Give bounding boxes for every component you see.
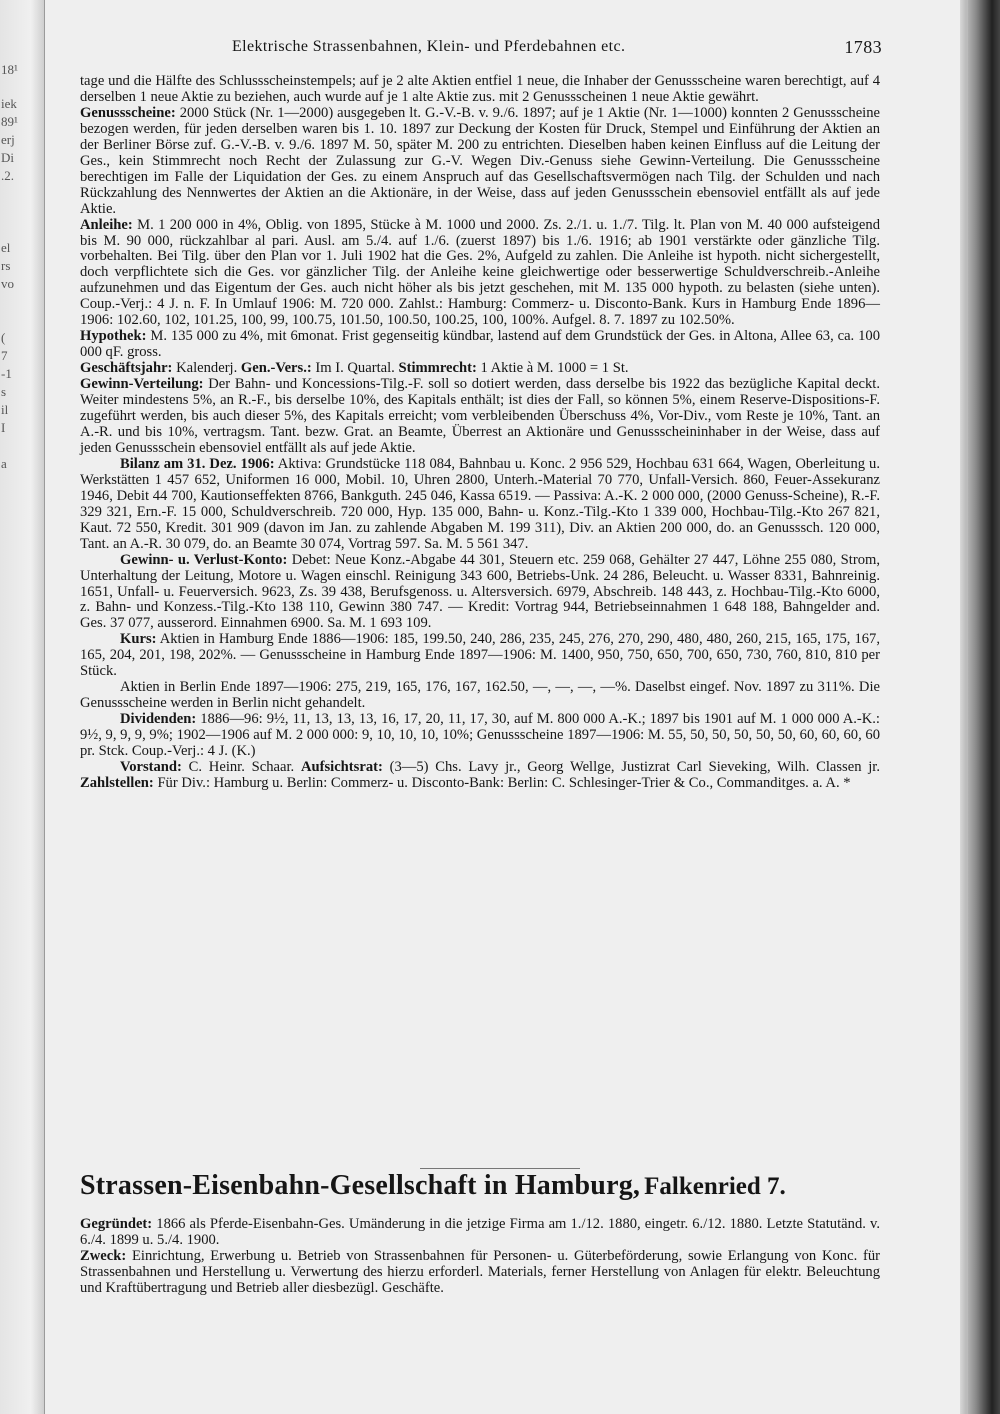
margin-fragment: 7 xyxy=(1,348,8,363)
paragraph-text: Aktien in Berlin Ende 1897—1906: 275, 219, 165, 176, 167, 162.50, —, —, —, —%. Daselbst eingef. Nov. 1897 zu 311%. Die Genussscheine werden in Berlin nicht gehandelt. xyxy=(80,679,880,712)
paragraph-vorstand xyxy=(80,760,880,792)
paragraph-text: Aktiva: Grundstücke 118 084, Bahnbau u. Konc. 2 956 529, Hochbau 631 664, Wagen, Oberleitung u. Werkstätten 1 457 652, Uniformen 16 000, Mobil. 10, Uhren 2800, Unterh.-Material 70 770, Unfall-Versich. 860, Feuer-Assekuranz 1946, Debit 44 700, Kautionseffekten 8766, Bankguth. 245 046, Kassa 6519. — Passiva: A.-K. 2 000 000, (2000 Genuss-Scheine), R.-F. 329 321, Ern.-F. 15 000, Schuldverschreib. 720 000, Hyp. 135 000, Bahn- u. Konz.-Tilg.-Kto 1 339 000, Hochbau-Tilg.-Kto 267 821, Kaut. 72 550, Kredit. 301 909 (davon im Jan. zu zahlende Abgaben M. 199 311), Div. an Aktien 200 000, do. an Genusssch. 120 000, Tant. an A.-R. 30 079, do. an Beamte 30 074, Vortrag 597. Sa. M. 5 561 347. xyxy=(80,455,880,552)
book-gutter-edge xyxy=(960,0,1000,1414)
margin-fragment: a xyxy=(1,456,7,471)
entry-label: Stimmrecht: xyxy=(398,360,477,377)
paragraph-text: 1886—96: 9½, 11, 13, 13, 13, 16, 17, 20, 11, 17, 30, auf M. 800 000 A.-K.; 1897 bis 1901 auf M. 1 000 000 A.-K.: 9½, 9, 9, 9, 9%; 1902—1906 auf M. 2 000 000: 9, 10, 10, 10, 10%; Genussscheine 1897—1906: M. 55, 50, 50, 50, 50, 50, 60, 60, 60, 60 pr. Stck. Coup.-Verj.: 4 J. (K.) xyxy=(80,711,880,760)
margin-fragment: 89¹ xyxy=(1,114,18,129)
paragraph-continuation xyxy=(80,74,880,106)
entry-label: Vorstand: xyxy=(120,758,182,775)
margin-fragment: il xyxy=(1,402,9,417)
margin-fragment: el xyxy=(1,240,11,255)
paragraph-text: 1866 als Pferde-Eisenbahn-Ges. Umänderung in die jetzige Firma am 1./12. 1880, eingetr. 6./12. 1880. Letzte Statutänd. v. 6./4. 1899 u. 5./4. 1900. xyxy=(80,1216,880,1248)
adjacent-page-strip xyxy=(0,0,45,1414)
margin-fragment: 18¹ xyxy=(1,62,18,77)
paragraph-kurs xyxy=(80,632,880,680)
margin-fragment: rs xyxy=(1,258,11,273)
running-header-title: Elektrische Strassenbahnen, Klein- und Pferdebahnen etc. xyxy=(232,38,626,55)
paragraph-hypothek xyxy=(80,329,880,361)
entry-label: Kurs: xyxy=(120,631,157,648)
paragraph-gewinn-verteilung xyxy=(80,377,880,457)
entry-label: Zweck: xyxy=(80,1248,127,1264)
entry-label: Gewinn- u. Verlust-Konto: xyxy=(120,551,288,568)
entry-label: Gegründet: xyxy=(80,1216,153,1232)
margin-fragment: -1 xyxy=(1,366,12,381)
margin-fragment: s xyxy=(1,384,7,399)
margin-fragment: I xyxy=(1,420,6,435)
margin-fragment: erj xyxy=(1,132,15,147)
paragraph-text: 2000 Stück (Nr. 1—2000) ausgegeben lt. G.-V.-B. v. 9./6. 1897; auf je 1 Aktie (Nr. 1—1000) konnten 2 Genussscheine bezogen werden, für jeden derselben waren bis 1. 10. 1897 zur Deckung der Kosten für Druck, Stempel und Einführung der Aktien an der Berliner Börse zuf. G.-V.-B. v. 9./6. 1897 M. 50, später M. 200 zu entrichten. Dieselben haben keinen Einfluss auf die Leitung der Ges., kein Stimmrecht noch Recht der Zulassung zur G.-V. Wegen Div.-Genuss siehe Gewinn-Verteilung. Die Genussscheine berechtigen im Falle der Liquidation der Ges. zu einem Anspruch auf das Gesellschaftsvermögen nach Tilg. der Schulden und nach Rückzahlung des Nennwertes der Aktien an die Aktionäre, in der Weise, dass auf jeden Genussschein ebensoviel entfällt als auf jede Aktie. xyxy=(80,104,880,217)
margin-fragment: iek xyxy=(1,96,17,111)
paragraph-text: tage und die Hälfte des Schlussscheinstempels; auf je 2 alte Aktien entfiel 1 neue, die Inhaber der Genussscheine waren berechtigt, auf 4 derselben 1 neue Aktie zu beziehen, auch wurde auf je 1 alte Aktie zus. mit 2 Genussscheinen 1 neue Aktie gewährt. xyxy=(80,73,880,105)
paragraph-anleihe xyxy=(80,218,880,330)
paragraph-text: C. Heinr. Schaar. xyxy=(188,758,295,775)
section-divider xyxy=(420,1168,580,1169)
company-name: Strassen-Eisenbahn-Gesellschaft in Hamburg, xyxy=(80,1170,641,1201)
paragraph-text: M. 1 200 000 in 4%, Oblig. von 1895, Stücke à M. 1000 und 2000. Zs. 2./1. u. 1./7. Tilg. lt. Plan von M. 40 000 aufsteigend bis M. 90 000, rückzahlbar al pari. Ausl. am 5./4. auf 1./6. (zuerst 1897) bis 1./6. 1916; ab 1901 verstärkte oder gänzliche Tilg. vorbehalten. Bei Tilg. über den Plan vor 1. Juli 1902 hat die Ges. 2%, Aufgeld zu zahlen. Die Anleihe ist hypoth. nicht sichergestellt, doch verpflichtete sich die Ges. vor gänzlicher Tilg. der Anleihe keine gleichwertige oder besserwertige Schuldverschreib.-Anleihe aufzunehmen und das Eigentum der Ges. auch nicht höher als bis jetzt geschehen, mit M. 135 000 hypoth. zu belasten (siehe unten). Coup.-Verj.: 4 J. n. F. In Umlauf 1906: M. 720 000. Zahlst.: Hamburg: Commerz- u. Disconto-Bank. Kurs in Hamburg Ende 1896—1906: 102.60, 102, 101.25, 100, 99, 100.75, 101.50, 100.50, 100.25, 100, 100%. Aufgel. 8. 7. 1897 zu 102.50%. xyxy=(80,216,880,329)
paragraph-text: Für Div.: Hamburg u. Berlin: Commerz- u. Disconto-Bank: Berlin: C. Schlesinger-Trier & Co., Commanditges. a. A. * xyxy=(157,774,851,791)
paragraph-text: Einrichtung, Erwerbung u. Betrieb von Strassenbahnen für Personen- u. Güterbeförderung, sowie Erlangung von Konc. für Strassenbahnen und Herstellung u. Verwertung des hierzu erforderl. Materials, ferner Herstellung von Anlagen für elektr. Beleuchtung und Kraftübertragung und Betrieb aller diesbezügl. Geschäfte. xyxy=(80,1248,880,1296)
margin-fragment: Di xyxy=(1,150,14,165)
page-number: 1783 xyxy=(844,37,882,57)
paragraph-dividenden xyxy=(80,712,880,760)
paragraph-text: (3—5) Chs. Lavy jr., Georg Wellge, Justizrat Carl Sieveking, Wilh. Classen jr. xyxy=(389,758,881,775)
margin-fragment: .2. xyxy=(1,168,14,183)
entry-label: Hypothek: xyxy=(80,328,147,345)
entry-label: Dividenden: xyxy=(120,711,197,728)
margin-fragment: vo xyxy=(1,276,14,291)
paragraph-geschaeftsjahr xyxy=(80,361,880,377)
paragraph-text: Kalenderj. xyxy=(176,360,238,377)
paragraph-text: Debet: Neue Konz.-Abgabe 44 301, Steuern etc. 259 068, Gehälter 27 447, Löhne 255 080, Strom, Unterhaltung der Leitung, Motore u. Wagen einschl. Reinigung 343 600, Betriebs-Unk. 24 286, Beleucht. u. Wasser 8331, Bahnreinig. 1651, Unfall- u. Feuerversich. 9623, Zs. 39 438, Berufsgenoss. u. Altersversich. 6979, Abschreib. 148 443, z. Hochbau-Tilg.-Kto 6000, z. Bahn- und Konzess.-Tilg.-Kto 138 110, Gewinn 380 747. — Kredit: Vortrag 944, Betriebseinnahmen 1 648 188, Bahngelder and. Ges. 37 077, ausserord. Einnahmen 6900. Sa. M. 1 693 109. xyxy=(80,551,880,632)
entry-label: Gewinn-Verteilung: xyxy=(80,376,204,393)
paragraph-text: Im I. Quartal. xyxy=(315,360,395,377)
paragraph-text: M. 135 000 zu 4%, mit 6monat. Frist gegenseitig kündbar, lastend auf dem Grundstück der Ges. in Altona, Allee 63, ca. 100 000 qF. gross. xyxy=(80,328,880,361)
running-header xyxy=(232,38,882,62)
company-address: Falkenried 7. xyxy=(644,1173,786,1200)
paragraph-genussscheine xyxy=(80,106,880,218)
paragraph-zweck xyxy=(80,1248,880,1296)
entry-label: Anleihe: xyxy=(80,216,133,233)
paragraph-text: Aktien in Hamburg Ende 1886—1906: 185, 199.50, 240, 286, 235, 245, 276, 270, 290, 480, 480, 260, 215, 165, 175, 167, 165, 204, 201, 198, 202%. — Genussscheine in Hamburg Ende 1897—1906: M. 1400, 950, 750, 650, 700, 650, 730, 760, 810, 810 per Stück. xyxy=(80,631,880,680)
entry-label: Bilanz am 31. Dez. 1906: xyxy=(120,455,275,472)
company-text-block xyxy=(80,1216,880,1296)
paragraph-gegruendet xyxy=(80,1216,880,1248)
entry-label: Aufsichtsrat: xyxy=(300,758,383,775)
paragraph-gewinn-verlust xyxy=(80,553,880,633)
paragraph-kurs-berlin xyxy=(80,680,880,712)
margin-fragment: ( xyxy=(1,330,6,345)
company-heading xyxy=(80,1170,880,1210)
paragraph-bilanz xyxy=(80,457,880,553)
entry-label: Gen.-Vers.: xyxy=(240,360,312,377)
entry-label: Geschäftsjahr: xyxy=(80,360,173,377)
entry-label: Genussscheine: xyxy=(80,104,176,121)
paragraph-text: 1 Aktie à M. 1000 = 1 St. xyxy=(480,360,629,377)
main-text-block xyxy=(80,74,880,792)
entry-label: Zahlstellen: xyxy=(80,774,154,791)
paragraph-text: Der Bahn- und Koncessions-Tilg.-F. soll so dotiert werden, dass derselbe bis 1922 das bezügliche Kapital deckt. Weiter mindestens 5%, an R.-F., bis derselbe 10%, des Kapitals enthält; ist dies der Fall, so können 5%, einem Reserve-Dispositions-F. zugeführt werden, bis auch dieser 5%, des Kapitals erreicht; vom verbleibenden Überschuss 4%, Vor-Div., vom Reste je 10%, Tant. an A.-R. und bis 10%, vertragsm. Tant. bezw. Grat. an Beamte, Überrest an Aktionäre und Genussscheininhaber in der Weise, dass auf jeden Genussschein ebensoviel entfällt als auf jede Aktie. xyxy=(80,376,880,456)
